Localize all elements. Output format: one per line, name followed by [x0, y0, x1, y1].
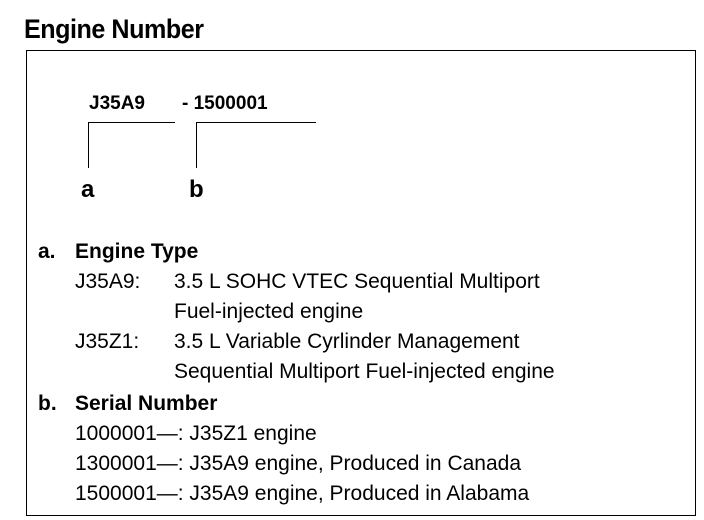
section-a-heading: Engine Type — [75, 240, 199, 263]
callout-a-label: a — [81, 176, 95, 203]
serial-number-entry: 1300001—: J35A9 engine, Produced in Canada — [75, 452, 522, 475]
callout-b-label: b — [189, 176, 204, 203]
callout-a-vertical-line — [88, 122, 89, 168]
serial-number-code: - 1500001 — [182, 93, 268, 114]
callout-b-horizontal-line — [196, 122, 316, 123]
engine-type-code: J35A9 — [89, 93, 145, 114]
engine-type-description: Sequential Multiport Fuel-injected engine — [174, 360, 555, 383]
section-b-marker: b. — [38, 392, 57, 415]
section-a-marker: a. — [38, 240, 56, 263]
engine-type-description: 3.5 L Variable Cyrlinder Management — [174, 330, 520, 353]
engine-type-key: J35A9: — [75, 270, 141, 293]
section-b-heading: Serial Number — [75, 392, 218, 415]
engine-type-key: J35Z1: — [75, 330, 140, 353]
page-title: Engine Number — [24, 14, 204, 44]
callout-a-horizontal-line — [88, 122, 175, 123]
engine-type-description: 3.5 L SOHC VTEC Sequential Multiport — [174, 270, 540, 293]
engine-type-description: Fuel-injected engine — [174, 300, 364, 323]
serial-number-entry: 1000001—: J35Z1 engine — [75, 422, 317, 445]
serial-number-entry: 1500001—: J35A9 engine, Produced in Alabama — [75, 482, 530, 505]
callout-b-vertical-line — [196, 122, 197, 168]
